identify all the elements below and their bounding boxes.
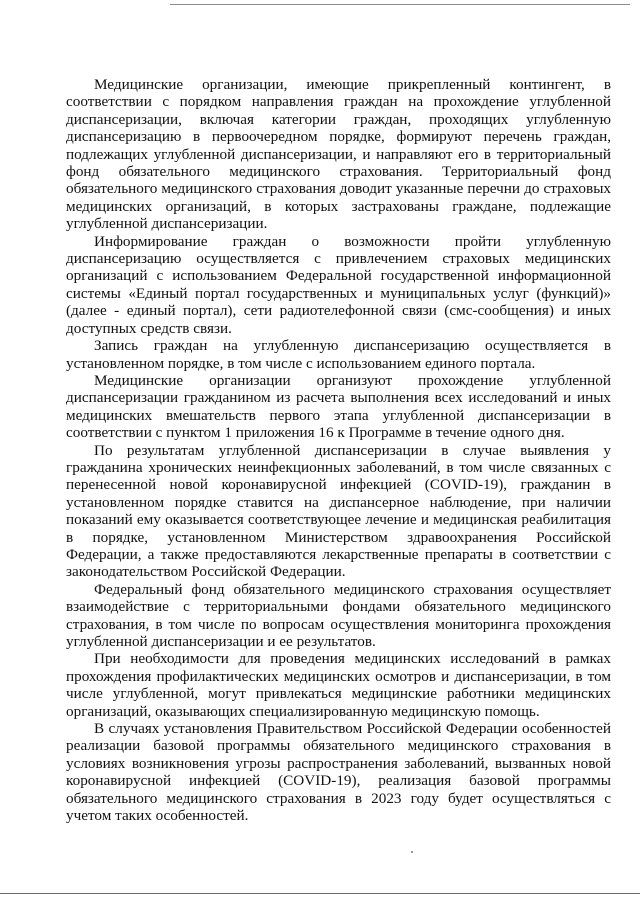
scan-edge-line-top xyxy=(170,4,630,5)
paragraph-3-registration: Запись граждан на углубленную диспансеризацию осуществляется в установленном порядке, в том числе с использованием единого портала. xyxy=(66,337,611,372)
paragraph-1-patient-lists: Медицинские организации, имеющие прикрепленный контингент, в соответствии с порядком направления граждан на прохождение углубленной диспансеризации, включая категории граждан, проходящих углубленную диспансеризацию в первоочередном порядке, формируют перечень граждан, подлежащих углубленной диспансеризации, и направляют его в территориальный фонд обязательного медицинского страхования. Территориальный фонд обязательного медицинского страхования доводит указанные перечни до страховых медицинских организаций, в которых застрахованы граждане, подлежащие углубленной диспансеризации. xyxy=(66,76,611,233)
paragraph-8-government-special-provisions: В случаях установления Правительством Российской Федерации особенностей реализации базовой программы обязательного медицинского страхования в условиях возникновения угрозы распространения заболеваний, вызванных новой коронавирусной инфекцией (COVID-19), реализация базовой программы обязательного медицинского страхования в 2023 году будет осуществляться с учетом таких особенностей. xyxy=(66,720,611,825)
paragraph-5-follow-up-results: По результатам углубленной диспансеризации в случае выявления у гражданина хронических неинфекционных заболеваний, в том числе связанных с перенесенной новой коронавирусной инфекцией (COVID-19), гражданин в установленном порядке ставится на диспансерное наблюдение, при наличии показаний ему оказывается соответствующее лечение и медицинская реабилитация в порядке, установленном Министерством здравоохранения Российской Федерации, а также предоставляются лекарственные препараты в соответствии с законодательством Российской Федерации. xyxy=(66,441,611,581)
scan-edge-line-bottom xyxy=(0,893,640,894)
paragraph-6-federal-fund-interaction: Федеральный фонд обязательного медицинского страхования осуществляет взаимодействие с территориальными фондами обязательного медицинского страхования, в том числе по вопросам осуществления мониторинга прохождения углубленной диспансеризации и ее результатов. xyxy=(66,580,611,650)
scan-speck xyxy=(411,851,413,853)
paragraph-2-informing-citizens: Информирование граждан о возможности пройти углубленную диспансеризацию осуществляется с привлечением страховых медицинских организаций с использованием Федеральной государственной информационной системы «Единый портал государственных и муниципальных услуг (функций)» (далее - единый портал), сети радиотелефонной связи (смс-сообщения) и иных доступных средств связи. xyxy=(66,232,611,337)
paragraph-4-one-day-examination: Медицинские организации организуют прохождение углубленной диспансеризации гражданином из расчета выполнения всех исследований и иных медицинских вмешательств первого этапа углубленной диспансеризации в соответствии с пунктом 1 приложения 16 к Программе в течение одного дня. xyxy=(66,371,611,442)
document-page xyxy=(66,76,611,824)
paragraph-7-specialist-involvement: При необходимости для проведения медицинских исследований в рамках прохождения профилактических медицинских осмотров и диспансеризации, в том числе углубленной, могут привлекаться медицинские работники медицинских организаций, оказывающих специализированную медицинскую помощь. xyxy=(66,650,611,720)
